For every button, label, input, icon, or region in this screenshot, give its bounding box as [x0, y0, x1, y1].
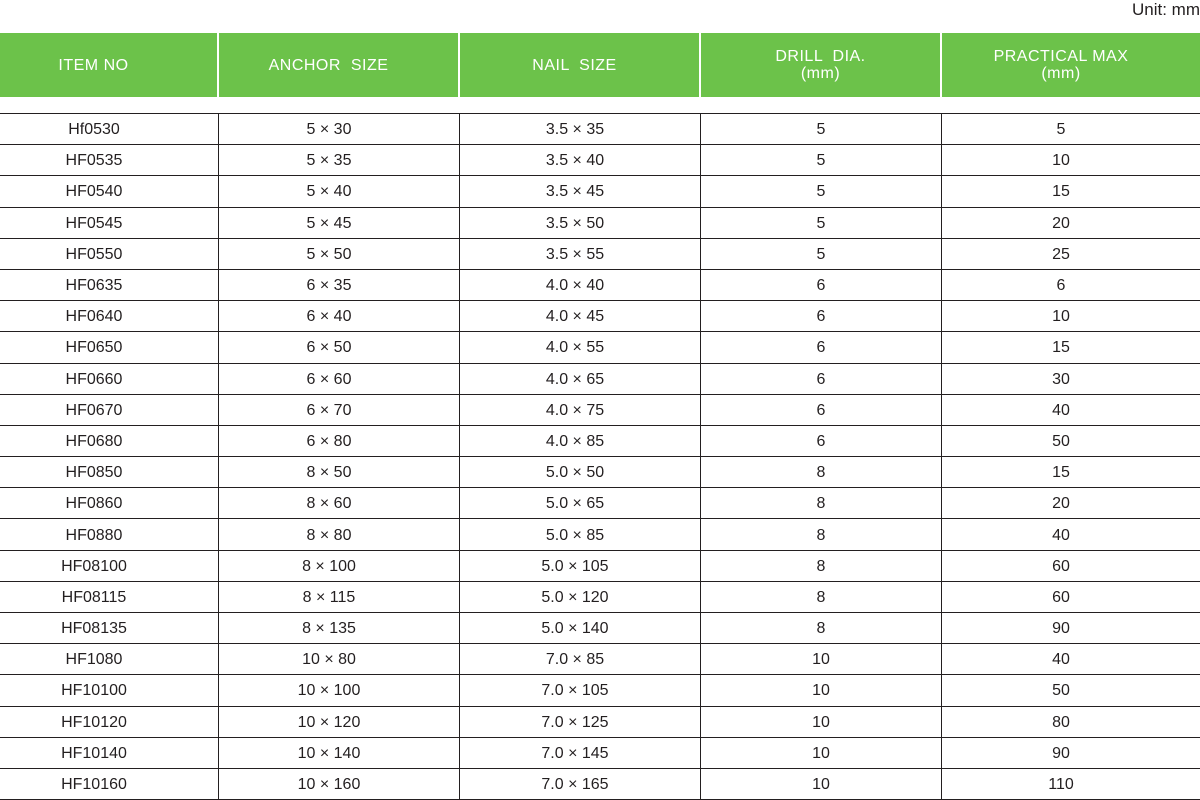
anchor-size-cell: 10 × 140 [219, 738, 460, 768]
anchor-size-cell: 10 × 160 [219, 769, 460, 799]
drill-dia-cell: 8 [701, 551, 942, 581]
header-anchor-size [219, 33, 460, 97]
item-no-cell: HF0650 [0, 332, 219, 362]
practical-max-cell: 50 [1052, 682, 1070, 700]
nail-size-cell: 4.0 × 45 [460, 301, 701, 331]
practical-max-cell: 30 [1052, 370, 1070, 388]
drill-dia-cell: 6 [701, 270, 942, 300]
anchor-size-cell: 6 × 40 [219, 301, 460, 331]
anchor-size-cell: 5 × 35 [219, 145, 460, 175]
drill-dia-cell: 8 [701, 488, 942, 518]
table-row [0, 239, 1200, 270]
table-row [0, 551, 1200, 582]
table-row [0, 395, 1200, 426]
nail-size-cell: 5.0 × 85 [460, 519, 701, 549]
item-no-cell: HF0680 [0, 426, 219, 456]
anchor-size-cell: 8 × 50 [219, 457, 460, 487]
nail-size-cell: 7.0 × 145 [460, 738, 701, 768]
table-row [0, 426, 1200, 457]
item-no-cell: HF0880 [0, 519, 219, 549]
item-no-cell: HF10100 [0, 675, 219, 705]
drill-dia-cell: 6 [701, 301, 942, 331]
practical-max-cell: 40 [1052, 526, 1070, 544]
practical-max-cell: 40 [1052, 401, 1070, 419]
practical-max-cell: 15 [1052, 339, 1070, 357]
item-no-cell: HF08135 [0, 613, 219, 643]
drill-dia-cell: 10 [701, 769, 942, 799]
item-no-cell: HF0545 [0, 208, 219, 238]
nail-size-cell: 7.0 × 105 [460, 675, 701, 705]
anchor-size-cell: 8 × 100 [219, 551, 460, 581]
item-no-cell: HF0660 [0, 364, 219, 394]
table-row [0, 270, 1200, 301]
table-row [0, 488, 1200, 519]
item-no-cell: HF10160 [0, 769, 219, 799]
anchor-size-cell: 6 × 70 [219, 395, 460, 425]
drill-dia-cell: 8 [701, 613, 942, 643]
anchor-size-cell: 8 × 115 [219, 582, 460, 612]
table-row [0, 644, 1200, 675]
anchor-size-cell: 5 × 30 [219, 114, 460, 144]
item-no-cell: HF0540 [0, 176, 219, 206]
nail-size-cell: 3.5 × 55 [460, 239, 701, 269]
drill-dia-cell: 5 [701, 114, 942, 144]
nail-size-cell: 7.0 × 165 [460, 769, 701, 799]
practical-max-cell: 110 [1048, 776, 1074, 794]
drill-dia-cell: 8 [701, 519, 942, 549]
anchor-size-cell: 5 × 45 [219, 208, 460, 238]
drill-dia-cell: 5 [701, 208, 942, 238]
item-no-cell: HF0635 [0, 270, 219, 300]
anchor-size-cell: 10 × 80 [219, 644, 460, 674]
item-no-cell: HF10120 [0, 707, 219, 737]
drill-dia-cell: 10 [701, 675, 942, 705]
practical-max-cell: 40 [1052, 651, 1070, 669]
table-body [0, 113, 1200, 800]
practical-max-cell: 5 [1056, 121, 1066, 139]
drill-dia-cell: 6 [701, 426, 942, 456]
header-drill-dia [701, 33, 942, 97]
nail-size-cell: 4.0 × 85 [460, 426, 701, 456]
table-row [0, 145, 1200, 176]
table-row [0, 364, 1200, 395]
item-no-cell: HF08115 [0, 582, 219, 612]
header-nail-size [460, 33, 701, 97]
practical-max-cell: 15 [1052, 183, 1070, 201]
item-no-cell: HF0670 [0, 395, 219, 425]
header-item-no [0, 33, 219, 97]
nail-size-cell: 4.0 × 75 [460, 395, 701, 425]
nail-size-cell: 7.0 × 125 [460, 707, 701, 737]
practical-max-cell: 90 [1052, 620, 1070, 638]
header-unit: (mm) [800, 65, 841, 82]
nail-size-cell: 5.0 × 65 [460, 488, 701, 518]
table-row [0, 457, 1200, 488]
header-label: PRACTICAL MAX [993, 48, 1129, 65]
header-label: DRILL DIA. [775, 48, 866, 65]
item-no-cell: HF0850 [0, 457, 219, 487]
anchor-size-cell: 10 × 120 [219, 707, 460, 737]
table-row [0, 208, 1200, 239]
nail-size-cell: 4.0 × 40 [460, 270, 701, 300]
nail-size-cell: 7.0 × 85 [460, 644, 701, 674]
practical-max-cell: 20 [1052, 495, 1070, 513]
header-unit: (mm) [1041, 65, 1081, 82]
practical-max-cell: 10 [1052, 152, 1070, 170]
table-row [0, 675, 1200, 706]
item-no-cell: HF1080 [0, 644, 219, 674]
item-no-cell: HF0640 [0, 301, 219, 331]
unit-label: Unit: mm [1132, 0, 1200, 19]
header-label: NAIL SIZE [532, 56, 617, 74]
nail-size-cell: 3.5 × 35 [460, 114, 701, 144]
anchor-size-cell: 8 × 135 [219, 613, 460, 643]
table-row [0, 707, 1200, 738]
table-row [0, 582, 1200, 613]
table-row [0, 114, 1200, 145]
nail-size-cell: 5.0 × 50 [460, 457, 701, 487]
table-row [0, 613, 1200, 644]
header-label: ITEM NO [58, 56, 129, 74]
drill-dia-cell: 8 [701, 457, 942, 487]
item-no-cell: Hf0530 [0, 114, 219, 144]
practical-max-cell: 50 [1052, 432, 1070, 450]
practical-max-cell: 90 [1052, 744, 1070, 762]
practical-max-cell: 20 [1052, 214, 1070, 232]
item-no-cell: HF08100 [0, 551, 219, 581]
table-row [0, 332, 1200, 363]
table-row [0, 738, 1200, 769]
drill-dia-cell: 10 [701, 738, 942, 768]
anchor-size-cell: 5 × 50 [219, 239, 460, 269]
nail-size-cell: 4.0 × 65 [460, 364, 701, 394]
anchor-size-cell: 6 × 80 [219, 426, 460, 456]
table-header [0, 33, 1200, 97]
drill-dia-cell: 10 [701, 707, 942, 737]
practical-max-cell: 6 [1056, 277, 1066, 295]
practical-max-cell: 25 [1052, 245, 1070, 263]
drill-dia-cell: 8 [701, 582, 942, 612]
drill-dia-cell: 5 [701, 176, 942, 206]
drill-dia-cell: 10 [701, 644, 942, 674]
drill-dia-cell: 6 [701, 364, 942, 394]
anchor-size-cell: 8 × 60 [219, 488, 460, 518]
anchor-size-cell: 6 × 60 [219, 364, 460, 394]
anchor-size-cell: 8 × 80 [219, 519, 460, 549]
nail-size-cell: 5.0 × 140 [460, 613, 701, 643]
practical-max-cell: 10 [1052, 308, 1070, 326]
item-no-cell: HF0535 [0, 145, 219, 175]
table-row [0, 769, 1200, 800]
nail-size-cell: 5.0 × 120 [460, 582, 701, 612]
table-row [0, 176, 1200, 207]
practical-max-cell: 15 [1052, 464, 1070, 482]
item-no-cell: HF0550 [0, 239, 219, 269]
item-no-cell: HF10140 [0, 738, 219, 768]
header-practical-max [942, 33, 1200, 97]
nail-size-cell: 5.0 × 105 [460, 551, 701, 581]
drill-dia-cell: 5 [701, 145, 942, 175]
item-no-cell: HF0860 [0, 488, 219, 518]
nail-size-cell: 3.5 × 40 [460, 145, 701, 175]
drill-dia-cell: 6 [701, 395, 942, 425]
anchor-size-cell: 6 × 50 [219, 332, 460, 362]
nail-size-cell: 4.0 × 55 [460, 332, 701, 362]
drill-dia-cell: 6 [701, 332, 942, 362]
drill-dia-cell: 5 [701, 239, 942, 269]
practical-max-cell: 60 [1052, 557, 1070, 575]
practical-max-cell: 60 [1052, 588, 1070, 606]
nail-size-cell: 3.5 × 50 [460, 208, 701, 238]
header-label: ANCHOR SIZE [268, 56, 389, 74]
table-row [0, 519, 1200, 550]
nail-size-cell: 3.5 × 45 [460, 176, 701, 206]
practical-max-cell: 80 [1052, 713, 1070, 731]
anchor-size-cell: 5 × 40 [219, 176, 460, 206]
anchor-size-cell: 6 × 35 [219, 270, 460, 300]
table-row [0, 301, 1200, 332]
anchor-size-cell: 10 × 100 [219, 675, 460, 705]
